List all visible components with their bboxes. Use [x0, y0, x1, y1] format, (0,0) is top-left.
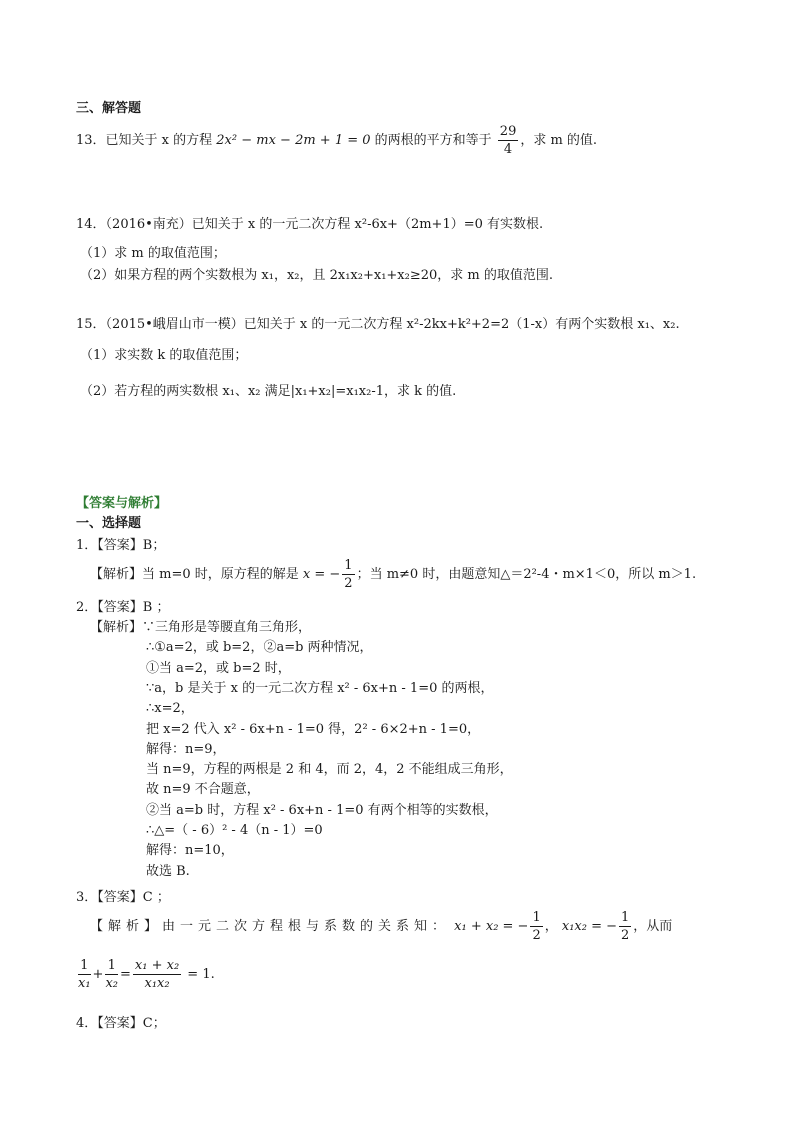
q13-fraction [498, 123, 519, 158]
answer-2-line: 故 n=9 不合题意， [146, 782, 260, 798]
a3-res-n3: x₁ + x₂ [134, 958, 180, 973]
answer-3-label: 3．【答案】C ； [76, 890, 170, 905]
a3-sum-lhs: x₁ + x₂ = − [454, 919, 529, 934]
answer-1-explanation [90, 555, 696, 595]
answer-2-line: 【解析】∵三角形是等腰直角三角形， [90, 620, 312, 635]
answer-2-line: 解得：n=9， [146, 741, 226, 757]
answer-3-explanation: 【解析】由一元二次方程根与系数的关系知： x₁ + x₂ = − $\frac{1}{2}$ ， x₁x₂ = − $\frac{1}{2}$ ，从而 [90, 910, 673, 943]
answer-2-label: 2．【答案】B ； [76, 600, 170, 615]
a3-res-d2: x₂ [105, 976, 118, 991]
a3-prod-frac [619, 909, 631, 944]
section-heading-solve: 三、解答题 [76, 101, 142, 116]
a3-prod-num: 1 [621, 910, 630, 925]
a3-res-n2: 1 [105, 957, 118, 975]
a3-prod-lhs: x₁x₂ = − [561, 919, 618, 934]
a3-sum-den: 2 [532, 928, 541, 943]
answers-header: 【答案与解析】 [76, 496, 168, 511]
a1-frac-den: 2 [344, 576, 353, 591]
answer-2-line: ∴①a=2，或 b=2，②a=b 两种情况， [146, 640, 373, 656]
a3-res-d3: x₁x₂ [144, 976, 170, 991]
answer-2-line: ∴x=2， [146, 701, 194, 717]
question-15-part2: （2）若方程的两实数根 x₁、x₂ 满足|x₁+x₂|=x₁x₂-1，求 k 的值. [80, 384, 457, 399]
question-14-part1: （1）求 m 的取值范围； [80, 246, 226, 261]
answer-2-line: ①当 a=2，或 b=2 时， [146, 660, 291, 676]
answer-2-line: 解得：n=10， [146, 843, 234, 859]
a3-res-frac2 [105, 957, 118, 992]
a1-fraction [342, 557, 354, 592]
q13-frac-num: 29 [499, 124, 517, 139]
a1-expl-prefix: 【解析】当 m=0 时，原方程的解是 [90, 567, 303, 582]
answer-2-line: 把 x=2 代入 x² - 6x+n - 1=0 得，2² - 6×2+n - 1=0， [146, 721, 481, 737]
a3-res-value: = 1. [183, 967, 215, 982]
question-13 [76, 121, 597, 161]
q13-prefix: 13．已知关于 x 的方程 [76, 133, 217, 148]
a3-res-n1: 1 [78, 957, 91, 975]
answer-2-line: 当 n=9，方程的两根是 2 和 4，而 2，4，2 不能组成三角形， [146, 762, 513, 778]
q13-equation: 2x² − mx − 2m + 1 = 0 [216, 133, 371, 148]
a3-sum-frac [530, 909, 542, 944]
question-14-part2: （2）如果方程的两个实数根为 x₁，x₂，且 2x₁x₂+x₁+x₂≥20，求 m 的取值范围. [80, 268, 554, 283]
a3-expl-tail: ，从而 [633, 919, 673, 934]
a3-res-frac3 [133, 957, 181, 992]
answer-2-line: ②当 a=b 时，方程 x² - 6x+n - 1=0 有两个相等的实数根， [146, 802, 498, 818]
answers-section-choice: 一、选择题 [76, 516, 142, 531]
q13-suffix: ，求 m 的值. [520, 133, 598, 148]
answer-2-line: ∵a，b 是关于 x 的一元二次方程 x² - 6x+n - 1=0 的两根， [146, 680, 494, 696]
answer-4-label: 4．【答案】C； [76, 1016, 166, 1031]
a3-prod-den: 2 [621, 928, 630, 943]
answer-1-label: 1．【答案】B； [76, 538, 166, 553]
answer-3-result: $\frac{1}{\text{x₁}}$ + $\frac{1}{\text{x₂}}$ = $\frac{\text{x₁ + x₂}}{\text{x₁x₂}}$ = 1. [78, 958, 215, 991]
a1-frac-num: 1 [344, 558, 353, 573]
a1-eq-lhs: x = − [302, 567, 341, 582]
a3-res-d1: x₁ [78, 976, 91, 991]
a1-expl-suffix: ；当 m≠0 时，由题意知△＝2²-4・m×1＜0，所以 m＞1. [356, 567, 697, 582]
a3-expl-prefix: 【解析】由一元二次方程根与系数的关系知： [90, 919, 451, 934]
a3-sum-num: 1 [532, 910, 541, 925]
a3-res-frac1 [78, 957, 91, 992]
question-15-stem: 15．（2015•峨眉山市一模）已知关于 x 的一元二次方程 x²-2kx+k²+2=2（1-x）有两个实数根 x₁、x₂. [76, 317, 680, 332]
question-14-stem: 14．（2016•南充）已知关于 x 的一元二次方程 x²-6x+（2m+1）=0 有实数根. [76, 217, 544, 232]
question-15-part1: （1）求实数 k 的取值范围； [80, 348, 248, 363]
q13-frac-den: 4 [503, 142, 513, 157]
q13-mid: 的两根的平方和等于 [370, 133, 496, 148]
answer-2-line: 故选 B. [146, 863, 190, 879]
answer-2-line: ∴△=（ - 6）² - 4（n - 1）=0 [146, 823, 323, 838]
